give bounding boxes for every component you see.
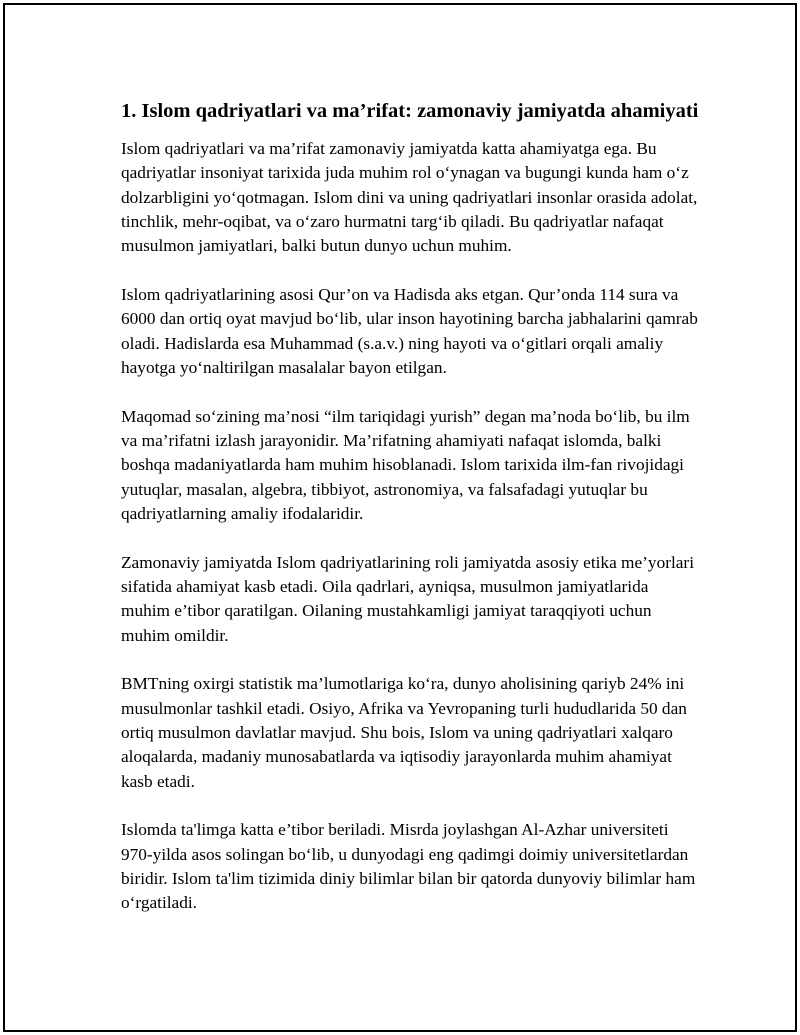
paragraph-sources: Islom qadriyatlarining asosi Qur’on va Hadisda aks etgan. Qur’onda 114 sura va 6000 dan ortiq oyat mavjud bo‘lib, ular inson hayotining barcha jabhalarini qamrab oladi. Hadislarda esa Muhammad (s.a.v.) ning hayoti va o‘gitlari orqali amaliy hayotga yo‘naltirilgan masalalar bayon etilgan. — [121, 284, 698, 377]
document-page — [3, 3, 797, 1032]
paragraph-intro: Islom qadriyatlari va ma’rifat zamonaviy jamiyatda katta ahamiyatga ega. Bu qadriyatlar insoniyat tarixida juda muhim rol o‘ynagan va bugungi kunda ham o‘z dolzarbligini yo‘qotmagan. Islom dini va uning qadriyatlari insonlar orasida adolat, tinchlik, mehr-oqibat, va o‘zaro hurmatni targ‘ib qiladi. Bu qadriyatlar nafaqat musulmon jamiyatlari, balki butun dunyo uchun muhim. — [121, 139, 698, 256]
paragraph-statistics: BMTning oxirgi statistik ma’lumotlariga ko‘ra, dunyo aholisining qariyb 24% ini musulmonlar tashkil etadi. Osiyo, Afrika va Yevropaning turli hududlarida 50 dan ortiq musulmon davlatlar mavjud. Shu bois, Islom va uning qadriyatlari xalqaro aloqalarda, madaniy munosabatlarda va iqtisodiy jarayonlarda muhim ahamiyat kasb etadi. — [121, 674, 687, 791]
paragraph-education: Islomda ta'limga katta e’tibor beriladi. Misrda joylashgan Al-Azhar universiteti 970-yilda asos solingan bo‘lib, u dunyodagi eng qadimgi doimiy universitetlardan biridir. Islom ta'lim tizimida diniy bilimlar bilan bir qatorda dunyoviy bilimlar ham o‘rgatiladi. — [121, 820, 696, 913]
paragraph-modern-society: Zamonaviy jamiyatda Islom qadriyatlarining roli jamiyatda asosiy etika me’yorlari sifatida ahamiyat kasb etadi. Oila qadrlari, ayniqsa, musulmon jamiyatlarida muhim e’tibor qaratilgan. Oilaning mustahkamligi jamiyat taraqqiyoti uchun muhim omildir. — [121, 552, 694, 645]
section-heading: 1. Islom qadriyatlari va ma’rifat: zamonaviy jamiyatda ahamiyati — [121, 100, 699, 122]
document-body — [121, 98, 701, 940]
paragraph-knowledge: Maqomad so‘zining ma’nosi “ilm tariqidagi yurish” degan ma’noda bo‘lib, bu ilm va ma’rifatni izlash jarayonidir. Ma’rifatning ahamiyati nafaqat islomda, balki boshqa madaniyatlarda ham muhim hisoblanadi. Islom tarixida ilm-fan rivojidagi yutuqlar, masalan, algebra, tibbiyot, astronomiya, va falsafadagi yutuqlar bu qadriyatlarning amaliy ifodalaridir. — [121, 406, 690, 523]
